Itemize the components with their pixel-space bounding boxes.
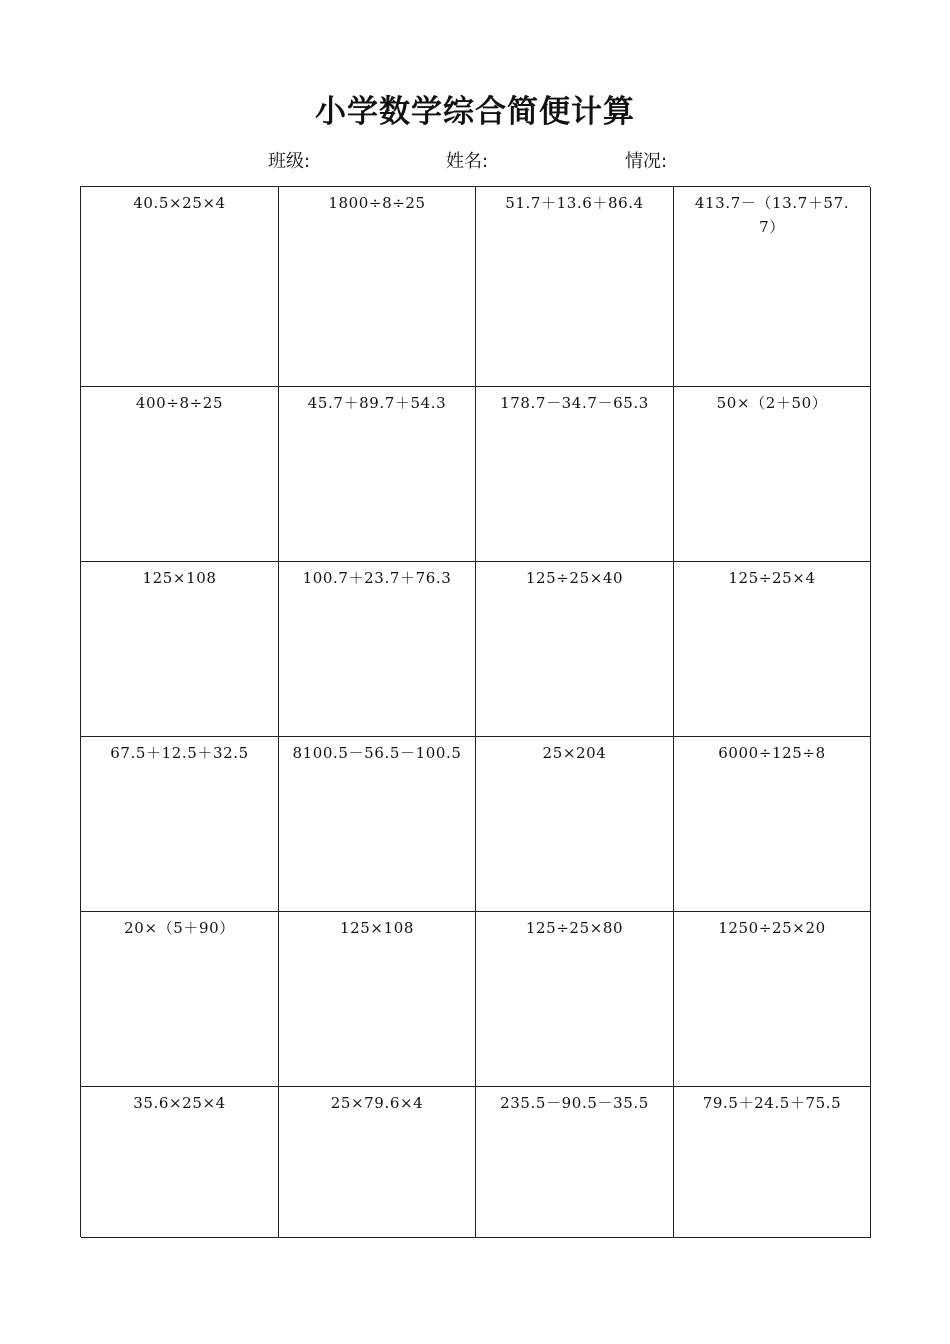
page-title: 小学数学综合简便计算 (315, 94, 635, 130)
problem-cell: 35.6×25×4 (81, 1087, 279, 1238)
problem-cell: 1250÷25×20 (674, 912, 871, 1087)
problem-cell: 413.7－（13.7＋57.7） (674, 187, 871, 387)
problem-cell: 1800÷8÷25 (279, 187, 476, 387)
problem-cell: 400÷8÷25 (81, 387, 279, 562)
problem-cell: 25×79.6×4 (279, 1087, 476, 1238)
problem-cell: 125÷25×4 (674, 562, 871, 737)
problem-cell: 6000÷125÷8 (674, 737, 871, 912)
class-label: 班级: (268, 151, 311, 172)
problem-grid (80, 186, 870, 1237)
problem-cell: 125÷25×80 (476, 912, 674, 1087)
name-label: 姓名: (446, 151, 489, 172)
problem-cell: 51.7＋13.6＋86.4 (476, 187, 674, 387)
status-label: 情况: (625, 151, 668, 172)
problem-cell: 125×108 (81, 562, 279, 737)
problem-cell: 125×108 (279, 912, 476, 1087)
problem-cell: 45.7＋89.7＋54.3 (279, 387, 476, 562)
problem-cell: 100.7＋23.7＋76.3 (279, 562, 476, 737)
problem-cell: 235.5－90.5－35.5 (476, 1087, 674, 1238)
problem-cell: 40.5×25×4 (81, 187, 279, 387)
problem-cell: 79.5＋24.5＋75.5 (674, 1087, 871, 1238)
problem-cell: 20×（5＋90） (81, 912, 279, 1087)
problem-cell: 125÷25×40 (476, 562, 674, 737)
problem-cell: 178.7－34.7－65.3 (476, 387, 674, 562)
problem-cell: 50×（2＋50） (674, 387, 871, 562)
problem-cell: 8100.5－56.5－100.5 (279, 737, 476, 912)
problem-cell: 25×204 (476, 737, 674, 912)
problem-cell: 67.5＋12.5＋32.5 (81, 737, 279, 912)
